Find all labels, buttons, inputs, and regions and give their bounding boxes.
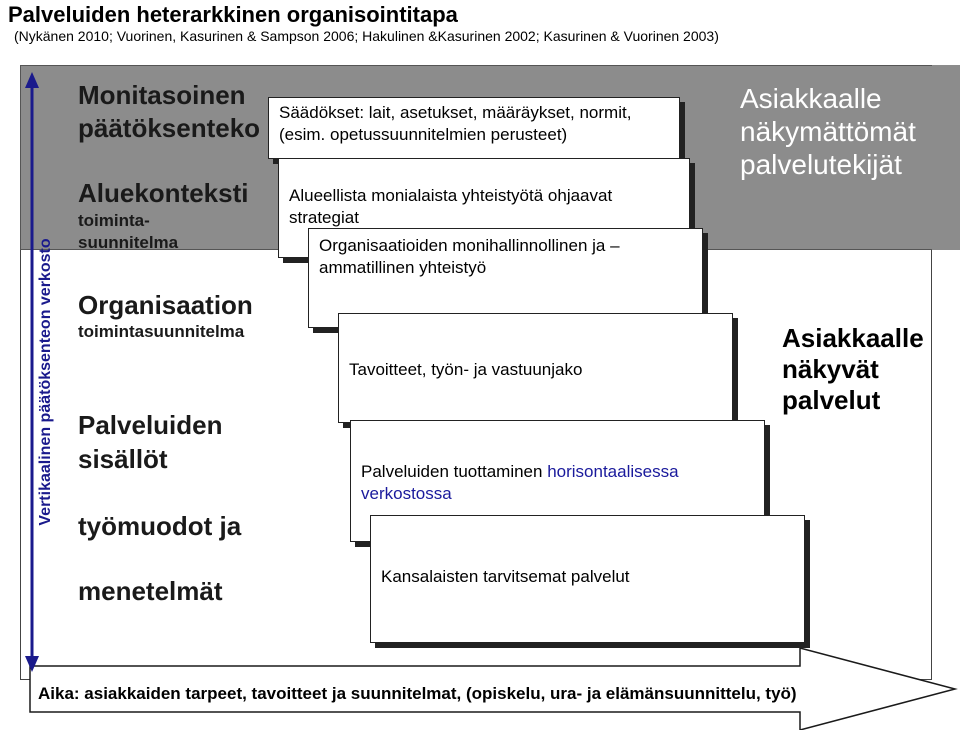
vertical-axis-label: Vertikaalinen päätöksenteon verkosto [37, 238, 54, 526]
citizen-services-box [370, 515, 805, 643]
diagram-title: Palveluiden heterarkkinen organisointitapa [8, 2, 458, 27]
organizational-cooperation-line1: Organisaatioiden monihallinnollinen ja – [319, 236, 620, 255]
invisible-factors-label [740, 82, 916, 181]
multilevel-decision-line1: Monitasoinen [78, 80, 246, 110]
invisible-line1: Asiakkaalle [740, 83, 882, 114]
visible-line3: palvelut [782, 385, 881, 415]
regulations-box [268, 97, 680, 159]
organization-heading: Organisaation [78, 290, 253, 320]
service-production-part3: verkostossa [361, 484, 452, 503]
multilevel-decision-line2: päätöksenteko [78, 113, 261, 143]
visible-line1: Asiakkaalle [782, 323, 924, 353]
methods-line2: menetelmät [78, 576, 223, 606]
organizational-cooperation-line2: ammatillinen yhteistyö [319, 258, 487, 277]
service-contents-line1: Palveluiden [78, 410, 223, 440]
time-axis-label: Aika: asiakkaiden tarpeet, tavoitteet ja suunnitelmat, (opiskelu, ura- ja elämänsuunnittelu, työ) [38, 684, 797, 703]
service-production-part1: Palveluiden tuottaminen [361, 462, 548, 481]
invisible-line2: näkymättömät [740, 116, 916, 147]
visible-services-label [782, 323, 924, 416]
citizen-services-text: Kansalaisten tarvitsemat palvelut [381, 567, 630, 586]
regional-context-sub2: suunnitelma [78, 233, 179, 252]
goals-text: Tavoitteet, työn- ja vastuunjako [349, 360, 583, 379]
invisible-factors-region-edge [932, 65, 960, 250]
organization-sub: toimintasuunnitelma [78, 322, 245, 341]
diagram-subtitle: (Nykänen 2010; Vuorinen, Kasurinen & Sampson 2006; Hakulinen &Kasurinen 2002; Kasurinen & Vuorinen 2003) [14, 28, 719, 44]
methods-line1: työmuodot ja [78, 511, 242, 541]
goals-box [338, 313, 733, 423]
regional-context-sub1: toiminta- [78, 211, 150, 230]
service-production-part2: horisontaalisessa [547, 462, 679, 481]
regional-strategies-line2: strategiat [289, 208, 359, 227]
invisible-line3: palvelutekijät [740, 149, 902, 180]
regional-strategies-line1: Alueellista monialaista yhteistyötä ohjaavat [289, 186, 613, 205]
service-contents-line2: sisällöt [78, 444, 168, 474]
regulations-line1: Säädökset: lait, asetukset, määräykset, normit, [279, 103, 632, 122]
service-production-line1 [361, 461, 754, 483]
visible-line2: näkyvät [782, 354, 879, 384]
regional-context-heading: Aluekonteksti [78, 178, 249, 208]
regulations-line2: (esim. opetussuunnitelmien perusteet) [279, 125, 568, 144]
